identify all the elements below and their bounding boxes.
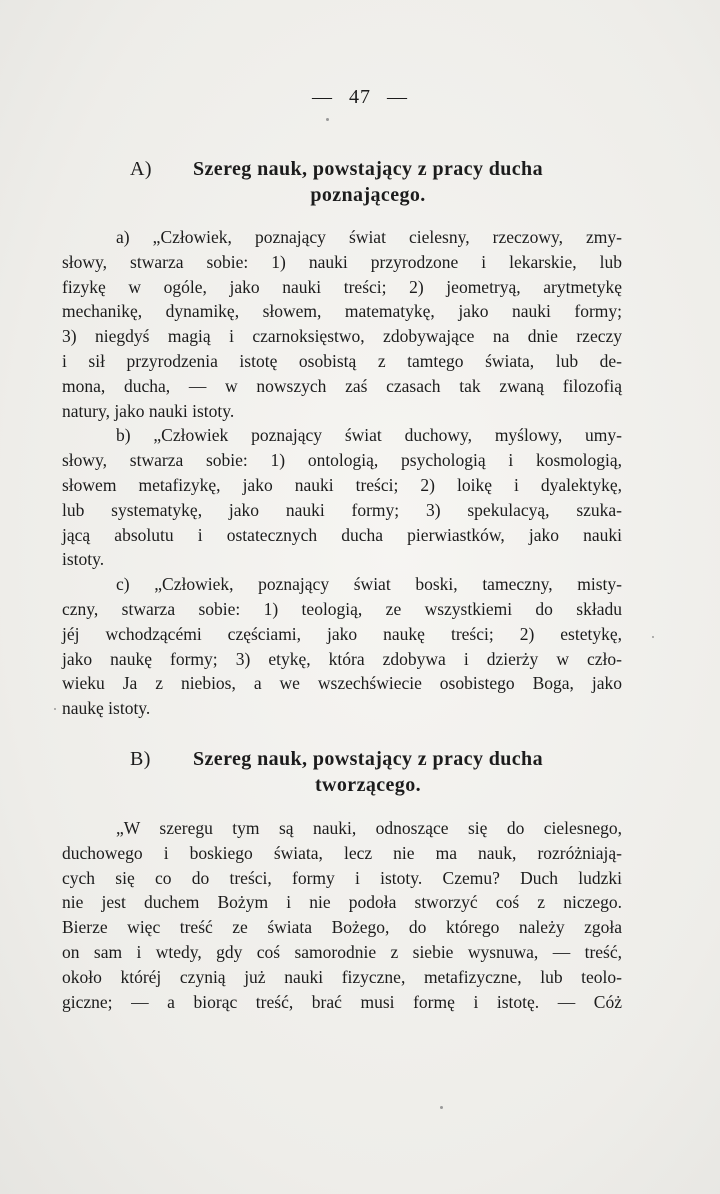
text-line: „W szeregu tym są nauki, odnoszące się do cielesnego, bbox=[116, 818, 622, 838]
section-b-heading bbox=[118, 746, 618, 798]
text-line: mechanikę, dynamikę, słowem, matematykę, jako nauki formy; bbox=[62, 301, 622, 322]
text-line: fizykę w ogóle, jako nauki treści; 2) jeometryą, arytmetykę bbox=[62, 276, 622, 297]
text-line: giczne; — a biorąc treść, brać musi formę i istotę. — Cóż bbox=[62, 991, 622, 1012]
paper-speck bbox=[326, 118, 329, 121]
text-line: słowem metafizykę, jako nauki treści; 2) loikę i dyalektykę, bbox=[62, 474, 622, 495]
text-line: lub systematykę, jako nauki formy; 3) spekulacyą, szuka- bbox=[62, 499, 622, 520]
text-line: około któréj czynią już nauki fizyczne, metafizyczne, lub teolo- bbox=[62, 966, 622, 987]
section-a-heading bbox=[118, 156, 618, 208]
text-line: słowy, stwarza sobie: 1) ontologią, psychologią i kosmologią, bbox=[62, 450, 622, 471]
text-line: 3) niegdyś magią i czarnoksięstwo, zdobywające na dnie rzeczy bbox=[62, 326, 622, 347]
text-line: natury, jako nauki istoty. bbox=[62, 400, 235, 421]
text-line: i sił przyrodzenia istotę osobistą z tamtego świata, lub de- bbox=[62, 350, 622, 371]
section-a-title-line2: poznającego. bbox=[310, 184, 426, 206]
page-number: — 47 — bbox=[312, 86, 408, 108]
section-b-letter: B) bbox=[130, 748, 151, 770]
section-b-title-line2: tworzącego. bbox=[314, 774, 421, 796]
section-b-body bbox=[62, 816, 622, 1014]
text-line: jéj wchodzącémi częściami, jako naukę treści; 2) estetykę, bbox=[62, 623, 622, 644]
text-line: a) „Człowiek, poznający świat cielesny, rzeczowy, zmy- bbox=[116, 227, 622, 247]
text-line: czny, stwarza sobie: 1) teologią, ze wszystkiemi do składu bbox=[62, 598, 622, 619]
text-line: on sam i wtedy, gdy coś samorodnie z siebie wysnuwa, — treść, bbox=[62, 941, 622, 962]
text-line: c) „Człowiek, poznający świat boski, tameczny, misty- bbox=[116, 574, 622, 595]
text-line: naukę istoty. bbox=[62, 698, 151, 719]
text-line: cych się co do treści, formy i istoty. Czemu? Duch ludzki bbox=[62, 867, 622, 888]
text-line: mona, ducha, — w nowszych zaś czasach tak zwaną filozofią bbox=[62, 375, 622, 396]
section-a-body bbox=[62, 225, 622, 721]
paper-speck bbox=[652, 636, 654, 638]
text-line: słowy, stwarza sobie: 1) nauki przyrodzone i lekarskie, lub bbox=[62, 251, 622, 272]
text-line: b) „Człowiek poznający świat duchowy, myślowy, umy- bbox=[116, 425, 622, 446]
text-line: nie jest duchem Bożym i nie podoła stworzyć coś z niczego. bbox=[62, 892, 622, 913]
section-b-title-line1: Szereg nauk, powstający z pracy ducha bbox=[193, 748, 543, 770]
paper-speck bbox=[440, 1106, 443, 1109]
text-line: Bierze więc treść ze świata Bożego, do którego należy zgoła bbox=[62, 917, 622, 938]
text-line: wieku Ja z niebios, a we wszechświecie osobistego Boga, jako bbox=[62, 673, 622, 694]
section-a-letter: A) bbox=[130, 158, 152, 180]
paper-speck bbox=[54, 708, 56, 710]
section-a-title-line1: Szereg nauk, powstający z pracy ducha bbox=[193, 158, 543, 180]
text-line: jącą absolutu i ostatecznych ducha pierwiastków, jako nauki bbox=[62, 524, 622, 545]
text-line: duchowego i boskiego świata, lecz nie ma nauk, rozróżniają- bbox=[62, 842, 622, 863]
text-line: jako naukę formy; 3) etykę, która zdobywa i dzierży w czło- bbox=[62, 648, 622, 669]
text-line: istoty. bbox=[62, 549, 105, 570]
